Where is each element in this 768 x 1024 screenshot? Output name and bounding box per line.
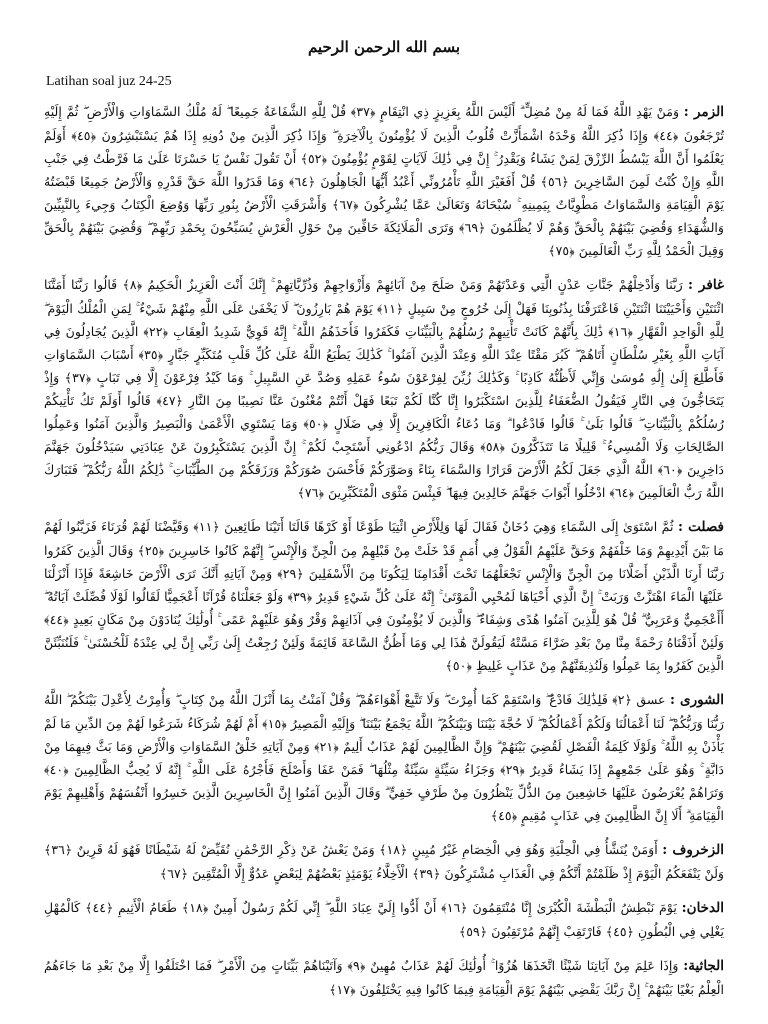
section-al-jathiya (44, 954, 724, 1001)
section-az-zukhruf (44, 838, 724, 885)
section-ash-shura (44, 688, 724, 827)
section-text: ثُمَّ اسْتَوَىٰ إِلَى السَّمَاءِ وَهِيَ دُخَانٌ فَقَالَ لَهَا وَلِلْأَرْضِ ائْتِيَا طَوْعًا أَوْ كَرْهًا قَالَتَا أَتَيْنَا طَائِعِينَ ﴿١١﴾ وَقَيَّضْنَا لَهُمْ قُرَنَاءَ فَزَيَّنُوا لَهُمْ مَا بَيْنَ أَيْدِيهِمْ وَمَا خَلْفَهُمْ وَحَقَّ عَلَيْهِمُ الْقَوْلُ فِي أُمَمٍ قَدْ خَلَتْ مِنْ قَبْلِهِمْ مِنَ الْجِنِّ وَالْإِنْسِ ۖ إِنَّهُمْ كَانُوا خَاسِرِينَ ﴿٢٥﴾ وَقَالَ الَّذِينَ كَفَرُوا رَبَّنَا أَرِنَا الَّذَيْنِ أَضَلَّانَا مِنَ الْجِنِّ وَالْإِنْسِ نَجْعَلْهُمَا تَحْتَ أَقْدَامِنَا لِيَكُونَا مِنَ الْأَسْفَلِينَ ﴿٢٩﴾ وَمِنْ آيَاتِهِ أَنَّكَ تَرَى الْأَرْضَ خَاشِعَةً فَإِذَا أَنْزَلْنَا عَلَيْهَا الْمَاءَ اهْتَزَّتْ وَرَبَتْ ۚ إِنَّ الَّذِي أَحْيَاهَا لَمُحْيِي الْمَوْتَىٰ ۚ إِنَّهُ عَلَىٰ كُلِّ شَيْءٍ قَدِيرٌ ﴿٣٩﴾ وَلَوْ جَعَلْنَاهُ قُرْآنًا أَعْجَمِيًّا لَقَالُوا لَوْلَا فُصِّلَتْ آيَاتُهُ ۖ أَأَعْجَمِيٌّ وَعَرَبِيٌّ ۗ قُلْ هُوَ لِلَّذِينَ آمَنُوا هُدًى وَشِفَاءٌ ۖ وَالَّذِينَ لَا يُؤْمِنُونَ فِي آذَانِهِمْ وَقْرٌ وَهُوَ عَلَيْهِمْ عَمًى ۚ أُولَٰئِكَ يُنَادَوْنَ مِنْ مَكَانٍ بَعِيدٍ ﴿٤٤﴾ وَلَئِنْ أَذَقْنَاهُ رَحْمَةً مِنَّا مِنْ بَعْدِ ضَرَّاءَ مَسَّتْهُ لَيَقُولَنَّ هَٰذَا لِي وَمَا أَظُنُّ السَّاعَةَ قَائِمَةً وَلَئِنْ رُجِعْتُ إِلَىٰ رَبِّي إِنَّ لِي عِنْدَهُ لَلْحُسْنَىٰ ۚ فَلَنُنَبِّئَنَّ الَّذِينَ كَفَرُوا بِمَا عَمِلُوا وَلَنُذِيقَنَّهُمْ مِنْ عَذَابٍ غَلِيظٍ ﴿٥٠﴾ (44, 519, 724, 673)
section-heading: غافر : (687, 277, 724, 293)
section-ad-dukhan (44, 896, 724, 943)
section-text: أَوَمَنْ يُنَشَّأُ فِي الْحِلْيَةِ وَهُوَ فِي الْخِصَامِ غَيْرُ مُبِينٍ ﴿١٨﴾ وَمَنْ يَعْشُ عَنْ ذِكْرِ الرَّحْمَٰنِ نُقَيِّضْ لَهُ شَيْطَانًا فَهُوَ لَهُ قَرِينٌ ﴿٣٦﴾ وَلَنْ يَنْفَعَكُمُ الْيَوْمَ إِذْ ظَلَمْتُمْ أَنَّكُمْ فِي الْعَذَابِ مُشْتَرِكُونَ ﴿٣٩﴾ الْأَخِلَّاءُ يَوْمَئِذٍ بَعْضُهُمْ لِبَعْضٍ عَدُوٌّ إِلَّا الْمُتَّقِينَ ﴿٦٧﴾ (44, 842, 724, 881)
section-text: رَبَّنَا وَأَدْخِلْهُمْ جَنَّاتِ عَدْنٍ الَّتِي وَعَدْتَهُمْ وَمَنْ صَلَحَ مِنْ آبَائِهِمْ وَأَزْوَاجِهِمْ وَذُرِّيَّاتِهِمْ ۚ إِنَّكَ أَنْتَ الْعَزِيزُ الْحَكِيمُ ﴿٨﴾ قَالُوا رَبَّنَا أَمَتَّنَا اثْنَتَيْنِ وَأَحْيَيْتَنَا اثْنَتَيْنِ فَاعْتَرَفْنَا بِذُنُوبِنَا فَهَلْ إِلَىٰ خُرُوجٍ مِنْ سَبِيلٍ ﴿١١﴾ يَوْمَ هُمْ بَارِزُونَ ۖ لَا يَخْفَىٰ عَلَى اللَّهِ مِنْهُمْ شَيْءٌ ۚ لِمَنِ الْمُلْكُ الْيَوْمَ ۖ لِلَّهِ الْوَاحِدِ الْقَهَّارِ ﴿١٦﴾ ذَٰلِكَ بِأَنَّهُمْ كَانَتْ تَأْتِيهِمْ رُسُلُهُمْ بِالْبَيِّنَاتِ فَكَفَرُوا فَأَخَذَهُمُ اللَّهُ ۚ إِنَّهُ قَوِيٌّ شَدِيدُ الْعِقَابِ ﴿٢٢﴾ الَّذِينَ يُجَادِلُونَ فِي آيَاتِ اللَّهِ بِغَيْرِ سُلْطَانٍ أَتَاهُمْ ۖ كَبُرَ مَقْتًا عِنْدَ اللَّهِ وَعِنْدَ الَّذِينَ آمَنُوا ۚ كَذَٰلِكَ يَطْبَعُ اللَّهُ عَلَىٰ كُلِّ قَلْبِ مُتَكَبِّرٍ جَبَّارٍ ﴿٣٥﴾ أَسْبَابَ السَّمَاوَاتِ فَأَطَّلِعَ إِلَىٰ إِلَٰهِ مُوسَىٰ وَإِنِّي لَأَظُنُّهُ كَاذِبًا ۚ وَكَذَٰلِكَ زُيِّنَ لِفِرْعَوْنَ سُوءُ عَمَلِهِ وَصُدَّ عَنِ السَّبِيلِ ۚ وَمَا كَيْدُ فِرْعَوْنَ إِلَّا فِي تَبَابٍ ﴿٣٧﴾ وَإِذْ يَتَحَاجُّونَ فِي النَّارِ فَيَقُولُ الضُّعَفَاءُ لِلَّذِينَ اسْتَكْبَرُوا إِنَّا كُنَّا لَكُمْ تَبَعًا فَهَلْ أَنْتُمْ مُغْنُونَ عَنَّا نَصِيبًا مِنَ النَّارِ ﴿٤٧﴾ قَالُوا أَوَلَمْ تَكُ تَأْتِيكُمْ رُسُلُكُمْ بِالْبَيِّنَاتِ ۖ قَالُوا بَلَىٰ ۚ قَالُوا فَادْعُوا ۗ وَمَا دُعَاءُ الْكَافِرِينَ إِلَّا فِي ضَلَالٍ ﴿٥٠﴾ وَمَا يَسْتَوِي الْأَعْمَىٰ وَالْبَصِيرُ وَالَّذِينَ آمَنُوا وَعَمِلُوا الصَّالِحَاتِ وَلَا الْمُسِيءُ ۚ قَلِيلًا مَا تَتَذَكَّرُونَ ﴿٥٨﴾ وَقَالَ رَبُّكُمُ ادْعُونِي أَسْتَجِبْ لَكُمْ ۚ إِنَّ الَّذِينَ يَسْتَكْبِرُونَ عَنْ عِبَادَتِي سَيَدْخُلُونَ جَهَنَّمَ دَاخِرِينَ ﴿٦٠﴾ اللَّهُ الَّذِي جَعَلَ لَكُمُ الْأَرْضَ قَرَارًا وَالسَّمَاءَ بِنَاءً وَصَوَّرَكُمْ فَأَحْسَنَ صُوَرَكُمْ وَرَزَقَكُمْ مِنَ الطَّيِّبَاتِ ۚ ذَٰلِكُمُ اللَّهُ رَبُّكُمْ ۖ فَتَبَارَكَ اللَّهُ رَبُّ الْعَالَمِينَ ﴿٦٤﴾ ادْخُلُوا أَبْوَابَ جَهَنَّمَ خَالِدِينَ فِيهَا ۖ فَبِئْسَ مَثْوَى الْمُتَكَبِّرِينَ ﴿٧٦﴾ (44, 277, 725, 500)
section-heading: الزخروف : (662, 842, 724, 858)
section-heading: فصلت : (678, 519, 725, 535)
section-text: وَإِذَا عَلِمَ مِنْ آيَاتِنَا شَيْئًا اتَّخَذَهَا هُزُوًا ۚ أُولَٰئِكَ لَهُمْ عَذَابٌ مُهِينٌ ﴿٩﴾ وَآتَيْنَاهُمْ بَيِّنَاتٍ مِنَ الْأَمْرِ ۖ فَمَا اخْتَلَفُوا إِلَّا مِنْ بَعْدِ مَا جَاءَهُمُ الْعِلْمُ بَغْيًا بَيْنَهُمْ ۚ إِنَّ رَبَّكَ يَقْضِي بَيْنَهُمْ يَوْمَ الْقِيَامَةِ فِيمَا كَانُوا فِيهِ يَخْتَلِفُونَ ﴿١٧﴾ (44, 958, 724, 997)
document-subtitle: Latihan soal juz 24-25 (46, 74, 172, 89)
section-text: عسق ﴿٢﴾ فَلِذَٰلِكَ فَادْعُ ۖ وَاسْتَقِمْ كَمَا أُمِرْتَ ۖ وَلَا تَتَّبِعْ أَهْوَاءَهُمْ ۖ وَقُلْ آمَنْتُ بِمَا أَنْزَلَ اللَّهُ مِنْ كِتَابٍ ۖ وَأُمِرْتُ لِأَعْدِلَ بَيْنَكُمُ ۖ اللَّهُ رَبُّنَا وَرَبُّكُمْ ۖ لَنَا أَعْمَالُنَا وَلَكُمْ أَعْمَالُكُمْ ۖ لَا حُجَّةَ بَيْنَنَا وَبَيْنَكُمُ ۖ اللَّهُ يَجْمَعُ بَيْنَنَا ۖ وَإِلَيْهِ الْمَصِيرُ ﴿١٥﴾ أَمْ لَهُمْ شُرَكَاءُ شَرَعُوا لَهُمْ مِنَ الدِّينِ مَا لَمْ يَأْذَنْ بِهِ اللَّهُ ۚ وَلَوْلَا كَلِمَةُ الْفَصْلِ لَقُضِيَ بَيْنَهُمْ ۗ وَإِنَّ الظَّالِمِينَ لَهُمْ عَذَابٌ أَلِيمٌ ﴿٢١﴾ وَمِنْ آيَاتِهِ خَلْقُ السَّمَاوَاتِ وَالْأَرْضِ وَمَا بَثَّ فِيهِمَا مِنْ دَابَّةٍ ۚ وَهُوَ عَلَىٰ جَمْعِهِمْ إِذَا يَشَاءُ قَدِيرٌ ﴿٢٩﴾ وَجَزَاءُ سَيِّئَةٍ سَيِّئَةٌ مِثْلُهَا ۖ فَمَنْ عَفَا وَأَصْلَحَ فَأَجْرُهُ عَلَى اللَّهِ ۚ إِنَّهُ لَا يُحِبُّ الظَّالِمِينَ ﴿٤٠﴾ وَتَرَاهُمْ يُعْرَضُونَ عَلَيْهَا خَاشِعِينَ مِنَ الذُّلِّ يَنْظُرُونَ مِنْ طَرْفٍ خَفِيٍّ ۗ وَقَالَ الَّذِينَ آمَنُوا إِنَّ الْخَاسِرِينَ الَّذِينَ خَسِرُوا أَنْفُسَهُمْ وَأَهْلِيهِمْ يَوْمَ الْقِيَامَةِ ۗ أَلَا إِنَّ الظَّالِمِينَ فِي عَذَابٍ مُقِيمٍ ﴿٤٥﴾ (44, 692, 724, 823)
page-title-basmala: بسم الله الرحمن الرحيم (307, 38, 461, 56)
section-heading: الزمر : (683, 104, 724, 120)
section-heading: الدخان: (681, 900, 724, 916)
section-heading: الجاثية: (683, 958, 725, 974)
section-az-zumar (44, 100, 724, 262)
section-fussilat (44, 515, 724, 677)
section-text: وَمَنْ يَهْدِ اللَّهُ فَمَا لَهُ مِنْ مُضِلٍّ ۗ أَلَيْسَ اللَّهُ بِعَزِيزٍ ذِي انْتِقَامٍ ﴿٣٧﴾ قُلْ لِلَّهِ الشَّفَاعَةُ جَمِيعًا ۖ لَهُ مُلْكُ السَّمَاوَاتِ وَالْأَرْضِ ۖ ثُمَّ إِلَيْهِ تُرْجَعُونَ ﴿٤٤﴾ وَإِذَا ذُكِرَ اللَّهُ وَحْدَهُ اشْمَأَزَّتْ قُلُوبُ الَّذِينَ لَا يُؤْمِنُونَ بِالْآخِرَةِ ۖ وَإِذَا ذُكِرَ الَّذِينَ مِنْ دُونِهِ إِذَا هُمْ يَسْتَبْشِرُونَ ﴿٤٥﴾ أَوَلَمْ يَعْلَمُوا أَنَّ اللَّهَ يَبْسُطُ الرِّزْقَ لِمَنْ يَشَاءُ وَيَقْدِرُ ۚ إِنَّ فِي ذَٰلِكَ لَآيَاتٍ لِقَوْمٍ يُؤْمِنُونَ ﴿٥٢﴾ أَنْ تَقُولَ نَفْسٌ يَا حَسْرَتَا عَلَىٰ مَا فَرَّطْتُ فِي جَنْبِ اللَّهِ وَإِنْ كُنْتُ لَمِنَ السَّاخِرِينَ ﴿٥٦﴾ قُلْ أَفَغَيْرَ اللَّهِ تَأْمُرُونِّي أَعْبُدُ أَيُّهَا الْجَاهِلُونَ ﴿٦٤﴾ وَمَا قَدَرُوا اللَّهَ حَقَّ قَدْرِهِ وَالْأَرْضُ جَمِيعًا قَبْضَتُهُ يَوْمَ الْقِيَامَةِ وَالسَّمَاوَاتُ مَطْوِيَّاتٌ بِيَمِينِهِ ۚ سُبْحَانَهُ وَتَعَالَىٰ عَمَّا يُشْرِكُونَ ﴿٦٧﴾ وَأَشْرَقَتِ الْأَرْضُ بِنُورِ رَبِّهَا وَوُضِعَ الْكِتَابُ وَجِيءَ بِالنَّبِيِّينَ وَالشُّهَدَاءِ وَقُضِيَ بَيْنَهُمْ بِالْحَقِّ وَهُمْ لَا يُظْلَمُونَ ﴿٦٩﴾ وَتَرَى الْمَلَائِكَةَ حَافِّينَ مِنْ حَوْلِ الْعَرْشِ يُسَبِّحُونَ بِحَمْدِ رَبِّهِمْ ۖ وَقُضِيَ بَيْنَهُمْ بِالْحَقِّ وَقِيلَ الْحَمْدُ لِلَّهِ رَبِّ الْعَالَمِينَ ﴿٧٥﴾ (44, 104, 724, 258)
section-ghafir (44, 273, 724, 504)
section-heading: الشورى : (669, 692, 724, 708)
section-text: يَوْمَ نَبْطِشُ الْبَطْشَةَ الْكُبْرَىٰ إِنَّا مُنْتَقِمُونَ ﴿١٦﴾ أَنْ أَدُّوا إِلَيَّ عِبَادَ اللَّهِ ۖ إِنِّي لَكُمْ رَسُولٌ أَمِينٌ ﴿١٨﴾ طَعَامُ الْأَثِيمِ ﴿٤٤﴾ كَالْمُهْلِ يَغْلِي فِي الْبُطُونِ ﴿٤٥﴾ فَارْتَقِبْ إِنَّهُمْ مُرْتَقِبُونَ ﴿٥٩﴾ (44, 900, 724, 939)
